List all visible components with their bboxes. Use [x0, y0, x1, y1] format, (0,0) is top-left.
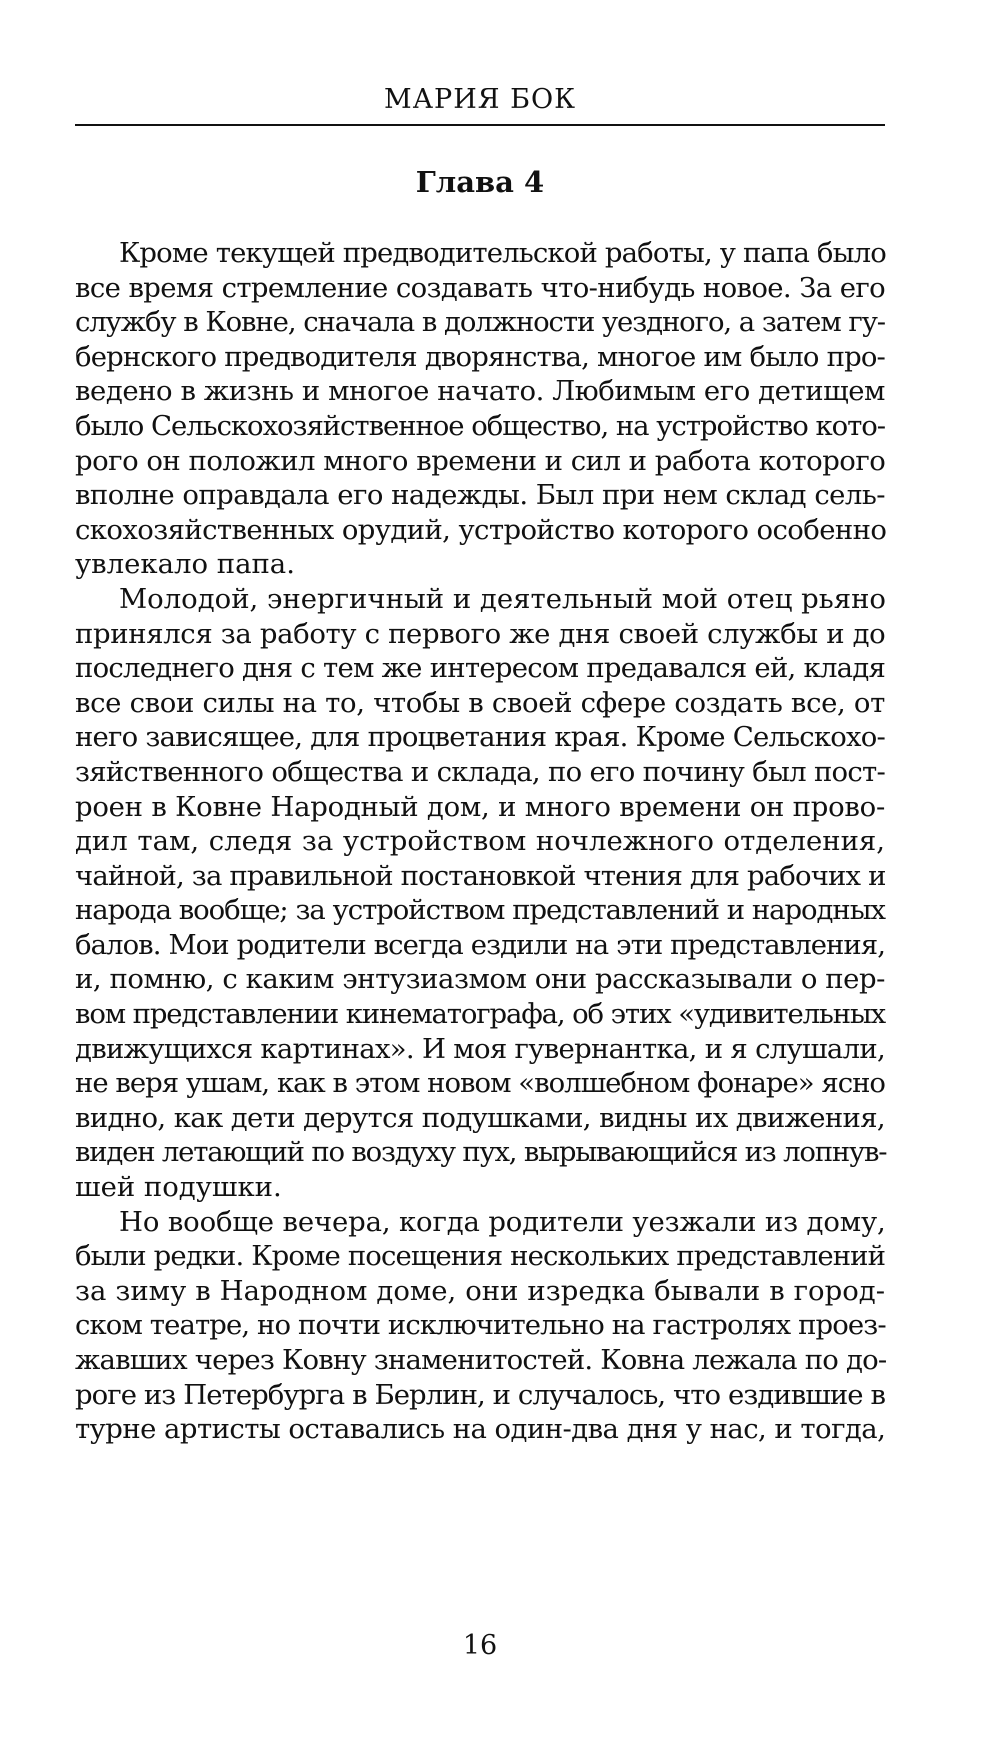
text-line: чайной, за правильной постановкой чтения для рабочих и [75, 859, 886, 892]
text-line: за зиму в Народном доме, они изредка бывали в город- [75, 1274, 885, 1307]
text-line: жавших через Ковну знаменитостей. Ковна лежала по до- [75, 1344, 887, 1376]
text-line: него зависящее, для процветания края. Кроме Сельскохо- [75, 721, 885, 754]
text-line: рого он положил много времени и сил и работа которого [75, 444, 886, 477]
text-line: и, помню, с каким энтузиазмом они рассказывали о пер- [75, 963, 885, 996]
paragraph [75, 1205, 885, 1447]
text-line: шей подушки. [75, 1171, 282, 1204]
page-number: 16 [462, 1630, 498, 1661]
body-text [75, 236, 885, 1447]
text-line: все свои силы на то, чтобы в своей сфере создать все, от [75, 686, 885, 719]
text-line: вом представлении кинематографа, об этих «удивительных [75, 998, 885, 1031]
text-line: все время стремление создавать что-нибудь новое. За его [75, 271, 885, 304]
text-line: видно, как дети дерутся подушками, видны их движения, [75, 1101, 885, 1134]
text-line: балов. Мои родители всегда ездили на эти представления, [75, 928, 885, 961]
text-line: Но вообще вечера, когда родители уезжали из дому, [119, 1205, 886, 1238]
text-line: роен в Ковне Народный дом, и много времени он прово- [75, 790, 885, 823]
text-line: Кроме текущей предводительской работы, у папа было [119, 237, 886, 269]
text-line: не веря ушам, как в этом новом «волшебном фонаре» ясно [75, 1067, 885, 1100]
text-line: было Сельскохозяйственное общество, на устройство кото- [75, 409, 885, 442]
text-line: принялся за работу с первого же дня своей службы и до [75, 617, 886, 650]
header-rule [75, 124, 885, 126]
text-line: турне артисты оставались на один-два дня у нас, и тогда, [75, 1413, 886, 1446]
chapter-title: Глава 4 [415, 165, 545, 199]
text-line: вполне оправдала его надежды. Был при нем склад сель- [75, 479, 885, 512]
text-line: Молодой, энергичный и деятельный мой отец рьяно [119, 582, 886, 615]
paragraph [75, 236, 885, 582]
text-line: народа вообще; за устройством представлений и народных [75, 894, 885, 927]
text-line: дил там, следя за устройством ночлежного отделения, [75, 825, 885, 858]
text-line: роге из Петербурга в Берлин, и случалось, что ездившие в [75, 1378, 885, 1411]
paragraph [75, 582, 885, 1205]
text-line: были редки. Кроме посещения нескольких представлений [75, 1240, 885, 1273]
text-line: виден летающий по воздуху пух, вырывающийся из лопнув- [75, 1136, 887, 1169]
text-line: скохозяйственных орудий, устройство которого особенно [75, 513, 887, 546]
text-line: движущихся картинах». И моя гувернантка, и я слушали, [75, 1032, 886, 1065]
text-line: службу в Ковне, сначала в должности уездного, а затем гу- [75, 306, 885, 339]
text-line: ведено в жизнь и многое начато. Любимым его детищем [75, 375, 885, 408]
text-line: последнего дня с тем же интересом предавался ей, кладя [75, 652, 886, 685]
text-line: зяйственного общества и склада, по его почину был пост- [75, 755, 885, 788]
text-line: ском театре, но почти исключительно на гастролях проез- [75, 1309, 886, 1342]
text-line: бернского предводителя дворянства, многое им было про- [75, 340, 885, 373]
text-line: увлекало папа. [75, 548, 295, 581]
running-head: МАРИЯ БОК [383, 84, 577, 115]
